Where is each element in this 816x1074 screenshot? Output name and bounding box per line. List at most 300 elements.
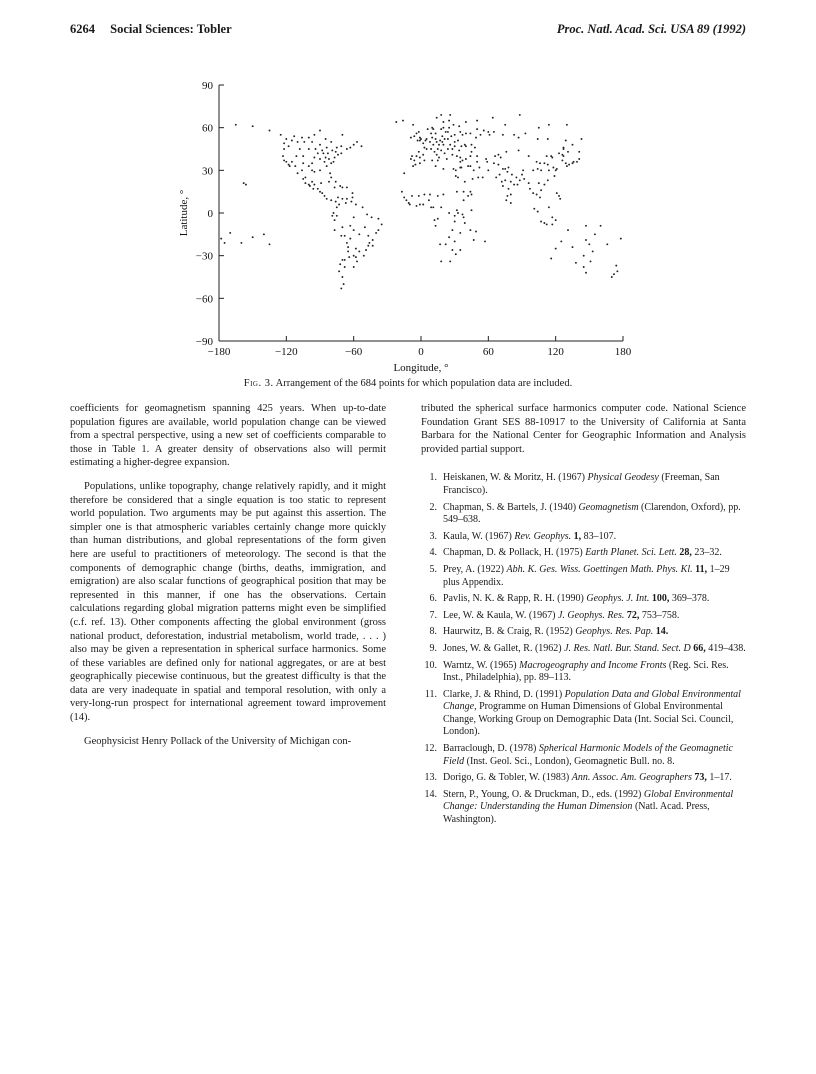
data-point <box>322 152 324 154</box>
data-point <box>335 151 337 153</box>
data-point <box>442 194 444 196</box>
data-point <box>439 243 441 245</box>
data-point <box>510 181 512 183</box>
data-point <box>504 179 506 181</box>
data-point <box>349 147 351 149</box>
data-point <box>361 145 363 147</box>
reference-volume: 28, <box>676 547 692 559</box>
data-point <box>331 149 333 151</box>
data-point <box>528 182 530 184</box>
data-point <box>432 128 434 130</box>
data-point <box>319 169 321 171</box>
data-point <box>543 162 545 164</box>
data-point <box>523 178 525 180</box>
data-point <box>320 182 322 184</box>
data-point <box>365 249 367 251</box>
data-point <box>555 169 557 171</box>
data-point <box>418 131 420 133</box>
data-point <box>317 152 319 154</box>
data-point <box>536 161 538 163</box>
data-point <box>288 145 290 147</box>
data-point <box>335 181 337 183</box>
x-tick-label: 120 <box>547 346 564 358</box>
data-point <box>426 148 428 150</box>
data-point <box>341 186 343 188</box>
data-point <box>347 250 349 252</box>
data-point <box>456 209 458 211</box>
data-point <box>339 263 341 265</box>
reference-item <box>421 564 746 589</box>
data-point <box>317 188 319 190</box>
data-point <box>469 165 471 167</box>
data-point <box>405 199 407 201</box>
reference-authors: Chapman, S. & Bartels, J. (1940) <box>443 501 579 513</box>
reference-title: Geophys. Res. Pap. <box>575 626 654 638</box>
reference-number: 7. <box>429 609 437 621</box>
data-point <box>326 147 328 149</box>
data-point <box>410 137 412 139</box>
data-point <box>456 155 458 157</box>
data-point <box>539 162 541 164</box>
data-point <box>517 184 519 186</box>
data-point <box>453 124 455 126</box>
data-point <box>304 176 306 178</box>
data-point <box>457 140 459 142</box>
data-point <box>493 162 495 164</box>
data-point <box>471 144 473 146</box>
data-point <box>538 127 540 129</box>
data-point <box>358 233 360 235</box>
data-point <box>285 161 287 163</box>
data-point <box>502 185 504 187</box>
data-point <box>455 253 457 255</box>
data-point <box>464 222 466 224</box>
data-point <box>283 148 285 150</box>
reference-pages: , Programme on Human Dimensions of Global Environmental Change, Working Group on Demographic Data (Int. Social Sci. Council, London). <box>443 701 734 738</box>
data-point <box>353 144 355 146</box>
reference-pages: (Freeman, San Francisco). <box>443 472 720 496</box>
data-point <box>429 194 431 196</box>
data-point <box>358 250 360 252</box>
data-point <box>430 132 432 134</box>
data-point <box>334 186 336 188</box>
data-point <box>543 184 545 186</box>
data-point <box>539 196 541 198</box>
data-point <box>311 141 313 143</box>
data-point <box>442 144 444 146</box>
data-point <box>294 165 296 167</box>
data-point <box>416 155 418 157</box>
reference-item <box>421 689 746 739</box>
data-point <box>297 172 299 174</box>
data-point <box>620 238 622 240</box>
data-point <box>437 218 439 220</box>
data-point <box>555 248 557 250</box>
reference-title: Rev. Geophys. <box>514 530 572 542</box>
data-point <box>476 128 478 130</box>
data-point <box>500 157 502 159</box>
data-point <box>554 175 556 177</box>
data-point <box>345 202 347 204</box>
acknowledgment-paragraph: tributed the spherical surface harmonics computer code. National Science Foundation Grant SES 88-10917 to the University of California at Santa Barbara for the National Center for Geographic Information and Analysis provided partial support. <box>421 403 746 455</box>
data-point <box>311 169 313 171</box>
data-point <box>313 134 315 136</box>
data-point <box>240 242 242 244</box>
data-point <box>499 174 501 176</box>
reference-item <box>421 743 746 768</box>
data-point <box>449 114 451 116</box>
data-point <box>550 258 552 260</box>
data-point <box>423 194 425 196</box>
data-point <box>465 121 467 123</box>
data-point <box>372 245 374 247</box>
reference-number: 8. <box>429 626 437 638</box>
data-point <box>311 181 313 183</box>
reference-title: Global Environmental Change: Understanding the Human Dimension <box>443 788 734 813</box>
data-point <box>532 169 534 171</box>
data-point <box>547 138 549 140</box>
y-tick-label: 60 <box>202 122 213 135</box>
data-point <box>459 232 461 234</box>
data-point <box>502 168 504 170</box>
data-point <box>559 198 561 200</box>
figure-caption <box>0 378 816 389</box>
data-point <box>563 155 565 157</box>
data-point <box>450 135 452 137</box>
data-point <box>454 240 456 242</box>
data-point <box>402 120 404 122</box>
data-point <box>339 185 341 187</box>
data-point <box>311 162 313 164</box>
data-point <box>454 221 456 223</box>
reference-pages: 23–32. <box>691 547 722 559</box>
data-point <box>338 270 340 272</box>
data-point <box>435 132 437 134</box>
data-point <box>460 145 462 147</box>
data-point <box>243 182 245 184</box>
data-point <box>469 191 471 193</box>
reference-item <box>421 660 746 685</box>
data-point <box>377 229 379 231</box>
data-point <box>537 168 539 170</box>
data-point <box>615 265 617 267</box>
data-point <box>548 124 550 126</box>
data-point <box>356 260 358 262</box>
data-point <box>331 215 333 217</box>
data-point <box>371 216 373 218</box>
data-point <box>575 262 577 264</box>
data-point <box>439 140 441 142</box>
data-point <box>327 152 329 154</box>
data-point <box>454 215 456 217</box>
data-point <box>381 223 383 225</box>
data-point <box>269 130 271 132</box>
data-point <box>508 188 510 190</box>
data-point <box>483 130 485 132</box>
data-point <box>558 195 560 197</box>
reference-number: 6. <box>429 593 437 605</box>
x-tick-label: −60 <box>345 346 363 358</box>
data-point <box>336 206 338 208</box>
data-point <box>471 194 473 196</box>
data-point <box>334 229 336 231</box>
data-point <box>347 246 349 248</box>
reference-number: 4. <box>429 547 437 559</box>
data-point <box>476 120 478 122</box>
data-point <box>353 255 355 257</box>
data-point <box>313 157 315 159</box>
data-point <box>302 178 304 180</box>
data-point <box>301 137 303 139</box>
data-point <box>462 134 464 136</box>
y-tick-label: 90 <box>202 80 213 92</box>
data-point <box>504 124 506 126</box>
reference-authors: Clarke, J. & Rhind, D. (1991) <box>443 688 565 700</box>
data-point <box>454 141 456 143</box>
data-point <box>229 232 231 234</box>
data-point <box>547 164 549 166</box>
reference-pages: 369–378. <box>669 593 710 605</box>
data-point <box>442 121 444 123</box>
data-point <box>463 216 465 218</box>
reference-pages: 1–29 plus Appendix. <box>443 563 730 588</box>
data-point <box>303 141 305 143</box>
data-point <box>458 125 460 127</box>
data-point <box>449 144 451 146</box>
data-point <box>616 270 618 272</box>
data-point <box>432 144 434 146</box>
data-point <box>343 283 345 285</box>
data-point <box>291 140 293 142</box>
data-point <box>441 135 443 137</box>
data-point <box>566 124 568 126</box>
reference-title: Geomagnetism <box>578 501 639 513</box>
data-point <box>341 276 343 278</box>
data-point <box>340 145 342 147</box>
data-point <box>463 199 465 201</box>
data-point <box>463 191 465 193</box>
data-point <box>467 195 469 197</box>
data-point <box>519 114 521 116</box>
data-point <box>459 131 461 133</box>
data-point <box>304 182 306 184</box>
data-point <box>447 131 449 133</box>
data-point <box>252 236 254 238</box>
data-point <box>425 140 427 142</box>
data-point <box>475 137 477 139</box>
reference-number: 1. <box>429 472 437 484</box>
data-point <box>411 155 413 157</box>
data-point <box>613 273 615 275</box>
data-point <box>414 164 416 166</box>
data-point <box>459 249 461 251</box>
data-point <box>497 164 499 166</box>
reference-title: Earth Planet. Sci. Lett. <box>585 547 677 559</box>
data-point <box>551 223 553 225</box>
reference-item <box>421 610 746 623</box>
data-point <box>600 225 602 227</box>
data-point <box>319 130 321 132</box>
data-point <box>540 169 542 171</box>
data-point <box>493 131 495 133</box>
data-point <box>353 229 355 231</box>
data-point <box>474 147 476 149</box>
data-point <box>540 221 542 223</box>
data-point <box>497 154 499 156</box>
data-point <box>459 161 461 163</box>
data-point <box>510 202 512 204</box>
data-point <box>467 165 469 167</box>
reference-list <box>421 472 746 826</box>
data-point <box>576 161 578 163</box>
data-point <box>536 194 538 196</box>
data-point <box>313 171 315 173</box>
data-point <box>416 205 418 207</box>
data-point <box>341 226 343 228</box>
reference-pages: (Clarendon, Oxford), pp. 549–638. <box>443 501 741 526</box>
data-point <box>437 195 439 197</box>
reference-title: Geophys. J. Int. <box>586 593 650 605</box>
data-point <box>546 155 548 157</box>
data-point <box>518 149 520 151</box>
data-point <box>269 243 271 245</box>
data-point <box>551 157 553 159</box>
data-point <box>349 238 351 240</box>
data-point <box>573 161 575 163</box>
data-point <box>477 176 479 178</box>
data-point <box>353 216 355 218</box>
data-point <box>337 196 339 198</box>
paragraph: coefficients for geomagnetism spanning 425 years. When up-to-date population figures are available, world population change can be viewed from a spectral perspective, using a new set of coefficients comparable to those in Table 1. A greater density of observations also will permit estimating a higher-degree expansion. <box>70 403 386 469</box>
data-point <box>558 152 560 154</box>
data-point <box>521 174 523 176</box>
page-number: 6264 <box>70 22 95 36</box>
data-point <box>464 144 466 146</box>
paragraph: Geophysicist Henry Pollack of the University of Michigan con- <box>84 735 352 747</box>
data-point <box>289 165 291 167</box>
data-point <box>453 168 455 170</box>
data-point <box>484 240 486 242</box>
data-point <box>301 169 303 171</box>
data-point <box>465 158 467 160</box>
data-point <box>326 165 328 167</box>
data-point <box>427 128 429 130</box>
data-point <box>448 127 450 129</box>
data-point <box>447 138 449 140</box>
data-point <box>338 204 340 206</box>
reference-number: 14. <box>424 788 437 800</box>
data-point <box>533 208 535 210</box>
data-point <box>423 147 425 149</box>
data-point <box>537 211 539 213</box>
data-point <box>505 199 507 201</box>
data-point <box>469 132 471 134</box>
data-point <box>540 189 542 191</box>
data-point <box>355 204 357 206</box>
reference-authors: Dorigo, G. & Tobler, W. (1983) <box>443 772 572 784</box>
data-point <box>437 148 439 150</box>
reference-title: J. Geophys. Res. <box>557 609 625 621</box>
data-point <box>472 178 474 180</box>
data-point <box>451 148 453 150</box>
data-point <box>280 134 282 136</box>
data-point <box>263 233 265 235</box>
section-title: Social Sciences: Tobler <box>110 22 232 36</box>
data-point <box>328 158 330 160</box>
reference-title: Macrogeography and Income Fronts <box>519 659 667 671</box>
data-point <box>330 199 332 201</box>
data-point <box>346 242 348 244</box>
data-point <box>368 242 370 244</box>
data-point <box>501 181 503 183</box>
data-point <box>529 188 531 190</box>
data-point <box>469 155 471 157</box>
data-point <box>335 201 337 203</box>
data-point <box>423 159 425 161</box>
data-point <box>440 260 442 262</box>
data-point <box>422 154 424 156</box>
data-point <box>578 158 580 160</box>
data-point <box>355 248 357 250</box>
reference-number: 5. <box>429 563 437 575</box>
data-point <box>328 181 330 183</box>
y-tick-label: −60 <box>195 293 213 306</box>
header-left <box>70 22 232 37</box>
data-point <box>592 250 594 252</box>
data-point <box>353 266 355 268</box>
figure-caption-text: Arrangement of the 684 points for which population data are included. <box>275 378 573 389</box>
data-point <box>611 276 613 278</box>
reference-item <box>421 772 746 785</box>
data-point <box>349 225 351 227</box>
data-point <box>440 128 442 130</box>
data-point <box>588 243 590 245</box>
data-point <box>567 229 569 231</box>
reference-authors: Prey, A. (1922) <box>443 563 507 575</box>
data-point <box>513 134 515 136</box>
data-point <box>319 191 321 193</box>
reference-authors: Jones, W. & Gallet, R. (1962) <box>443 642 565 654</box>
data-point <box>430 148 432 150</box>
data-point <box>447 148 449 150</box>
reference-title: Ann. Assoc. Am. Geographers <box>571 772 692 784</box>
reference-volume: 14. <box>653 626 669 638</box>
data-point <box>224 242 226 244</box>
data-point <box>330 176 332 178</box>
data-point <box>434 151 436 153</box>
data-point <box>325 138 327 140</box>
data-point <box>462 213 464 215</box>
data-point <box>344 259 346 261</box>
x-tick-label: 60 <box>482 346 494 358</box>
reference-item <box>421 593 746 606</box>
data-point <box>508 167 510 169</box>
reference-authors: Pavlis, N. K. & Rapp, R. H. (1990) <box>443 593 587 605</box>
data-point <box>302 155 304 157</box>
data-point <box>506 195 508 197</box>
reference-title: Spherical Harmonic Models of the Geomagnetic Field <box>443 743 733 767</box>
data-point <box>252 125 254 127</box>
data-point <box>551 216 553 218</box>
data-point <box>511 174 513 176</box>
data-point <box>434 219 436 221</box>
data-point <box>413 159 415 161</box>
data-point <box>515 176 517 178</box>
data-point <box>444 138 446 140</box>
data-point <box>476 155 478 157</box>
reference-volume: 73, <box>691 772 707 784</box>
data-point <box>504 168 506 170</box>
